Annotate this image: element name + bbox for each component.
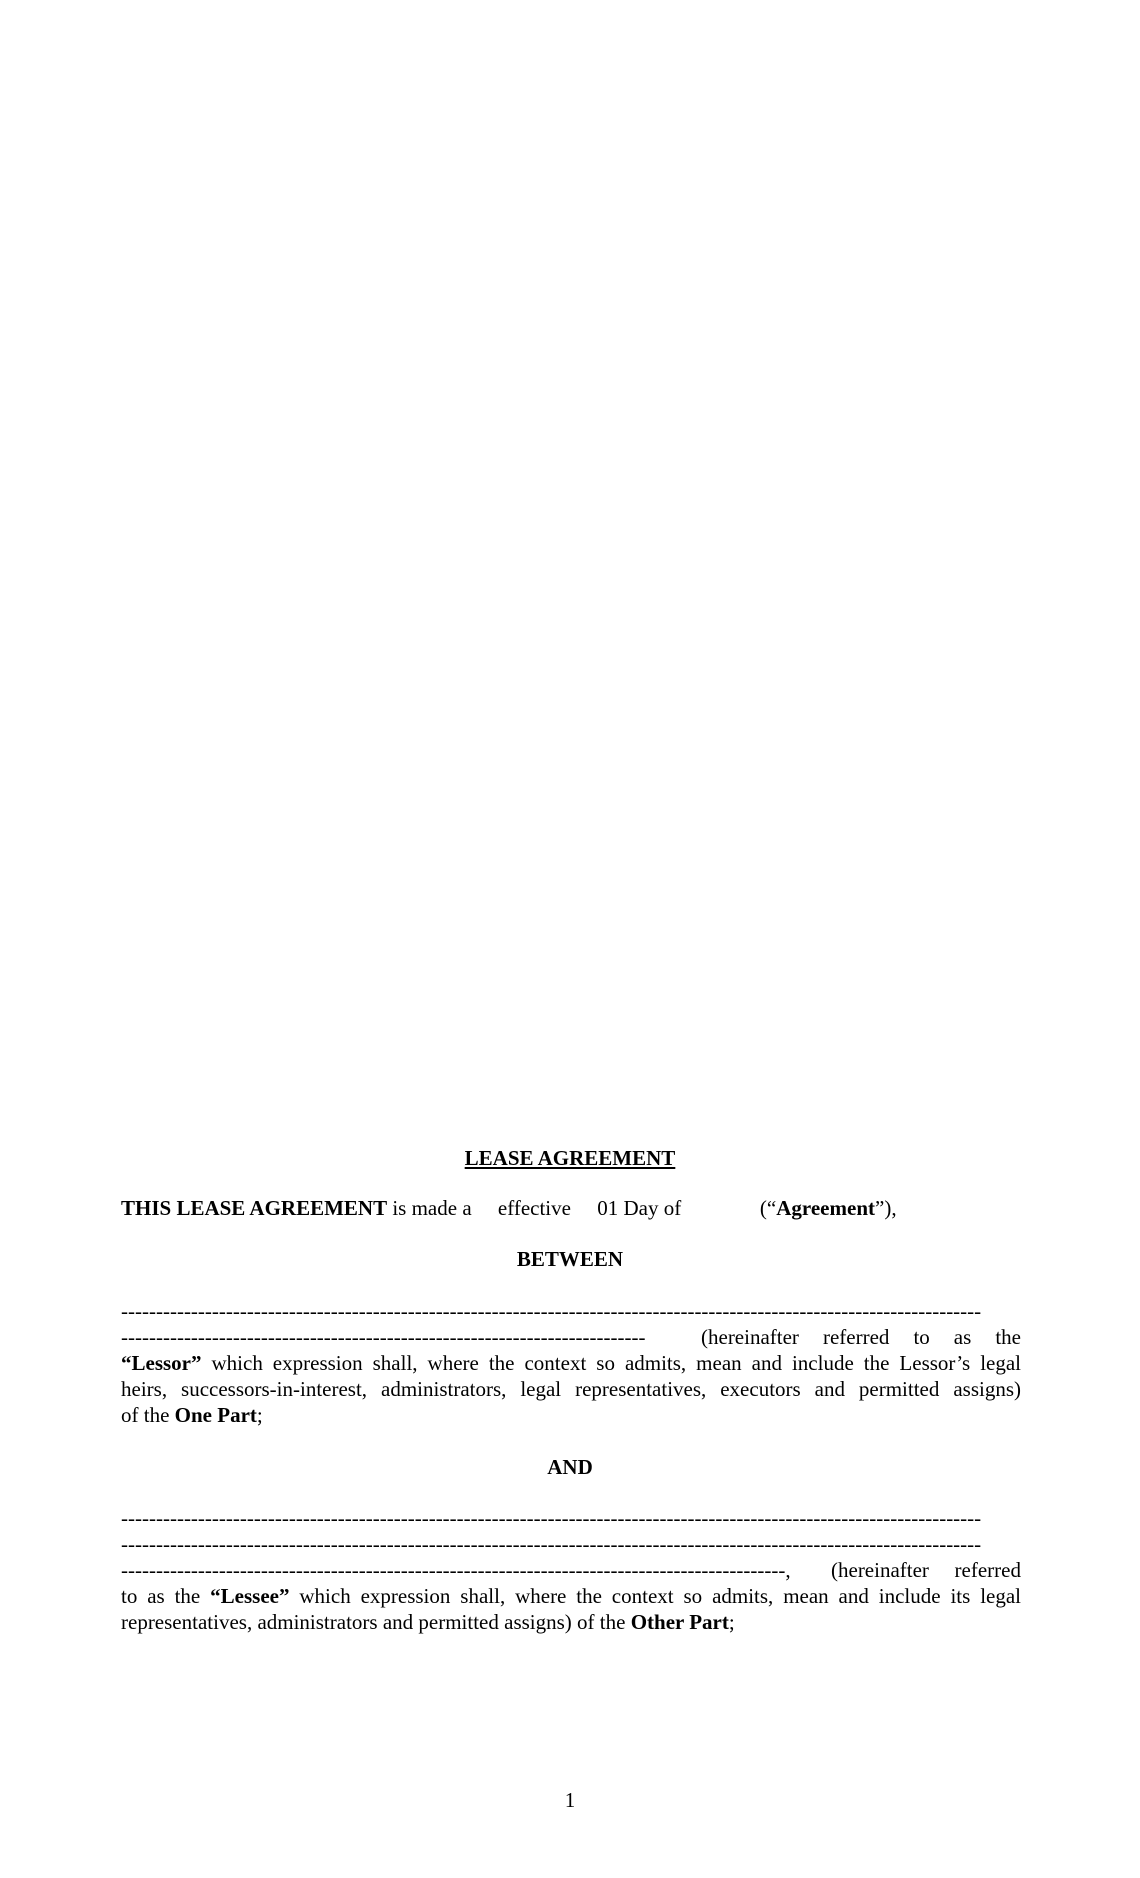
lessee-term-bold: “Lessee” [210,1584,290,1608]
lessor-hereinafter: (hereinafter referred to as the [701,1325,1021,1349]
intro-agreement-bold: Agreement [776,1196,875,1220]
lessor-line-3 [121,1350,1021,1376]
lessee-block [121,1505,1021,1635]
lessee-blank-line-2: --------------------------------------------------------------------------------------------------------------------------- [121,1532,982,1556]
lessor-block [121,1298,1021,1428]
one-part-bold: One Part [174,1403,257,1427]
lessee-hereinafter: (hereinafter referred [831,1558,1021,1582]
lessee-blank-line-3: -----------------------------------------------------------------------------------------------, [121,1558,791,1582]
lessee-semicolon: ; [728,1610,735,1634]
document-title: LEASE AGREEMENT [464,1146,676,1170]
and-heading: AND [547,1455,593,1479]
intro-line [121,1196,897,1221]
lessor-term-bold: “Lessor” [121,1351,202,1375]
lessor-line-5 [121,1402,1021,1428]
intro-bold-lead: THIS LEASE AGREEMENT [121,1196,388,1220]
page-number: 1 [564,1788,576,1812]
lessee-line-4 [121,1583,1021,1609]
lessee-line-3 [121,1557,1021,1583]
other-part-bold: Other Part [630,1610,729,1634]
intro-made-text: is made a effective 01 Day of (“ [387,1196,777,1220]
lessee-to-as-the: to as the [121,1584,211,1608]
lessor-blank-line-1: --------------------------------------------------------------------------------------------------------------------------- [121,1299,982,1323]
lessor-line-2 [121,1324,1021,1350]
lessee-blank-line-1: --------------------------------------------------------------------------------------------------------------------------- [121,1506,982,1530]
lessee-text-1: which expression shall, where the context so admits, mean and include its legal [289,1584,1022,1608]
lessor-of-the: of the [121,1403,175,1427]
between-heading: BETWEEN [516,1247,624,1271]
lessor-blank-line-2: --------------------------------------------------------------------------- [121,1325,646,1349]
lessor-text-1: which expression shall, where the context so admits, mean and include the Lessor’s legal [201,1351,1021,1375]
lessee-line-5 [121,1609,1021,1635]
lessor-line-4: heirs, successors-in-interest, administrators, legal representatives, executors and permitted assigns) [121,1377,1021,1401]
lessor-semicolon: ; [256,1403,263,1427]
intro-tail: ”), [875,1196,897,1220]
lessee-text-2: representatives, administrators and permitted assigns) of the [121,1610,631,1634]
